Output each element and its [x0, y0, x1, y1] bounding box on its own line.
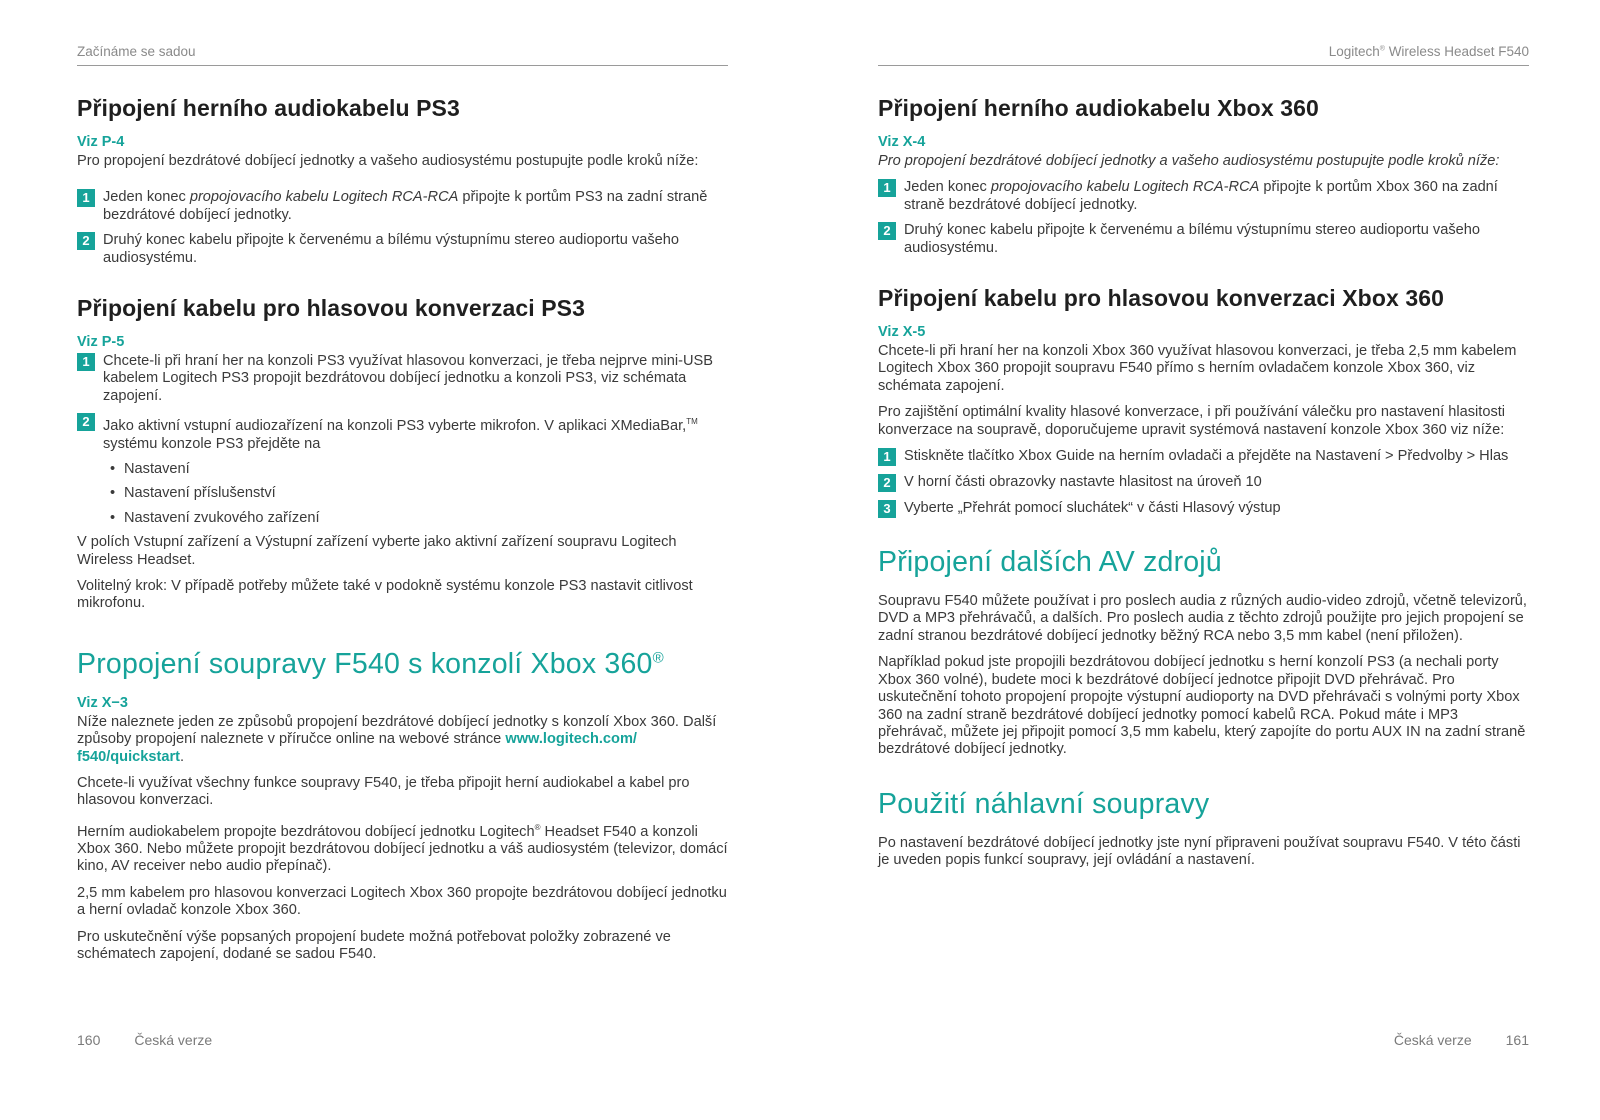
figure-ref: Viz P-5	[77, 334, 125, 351]
step-item	[878, 222, 1529, 257]
language-label: Česká verze	[134, 1032, 213, 1048]
intro-paragraph: Pro propojení bezdrátové dobíjecí jednotky a vašeho audiosystému postupujte podle kroků níže:	[77, 153, 699, 169]
footer-left	[77, 1032, 212, 1048]
step-text: Jeden konec propojovacího kabelu Logitech RCA-RCA připojte k portům Xbox 360 na zadní straně bezdrátové dobíjecí jednotky.	[904, 179, 1498, 213]
figure-ref: Viz X-5	[878, 324, 926, 341]
step-text: Druhý konec kabelu připojte k červenému a bílému výstupnímu stereo audioportu vašeho audiosystému.	[904, 222, 1480, 256]
step-item	[878, 448, 1529, 466]
section-title-ps3-voice: Připojení kabelu pro hlasovou konverzaci PS3	[77, 295, 585, 322]
step-number-badge: 2	[77, 413, 95, 431]
step-item	[878, 474, 1529, 492]
step-number-badge: 2	[77, 232, 95, 250]
quickstart-link[interactable]: www.logitech.com/ f540/quickstart	[77, 731, 637, 765]
step-number-badge: 3	[878, 500, 896, 518]
figure-ref: Viz P-4	[77, 134, 125, 150]
page-number: 160	[77, 1032, 101, 1048]
footer-right	[1394, 1032, 1529, 1048]
body-paragraph: Herním audiokabelem propojte bezdrátovou dobíjecí jednotku Logitech® Headset F540 a konzoli Xbox 360. Nebo můžete propojit bezdrátovou dobíjecí jednotku a váš audiosystém (televizor, domácí kino, AV receiver nebo audio přepínač).	[77, 822, 728, 875]
intro-paragraph: Pro propojení bezdrátové dobíjecí jednotky a vašeho audiosystému postupujte podle kroků níže:	[878, 153, 1500, 169]
body-paragraph: Pro zajištění optimální kvality hlasové konverzace, i při používání válečku pro nastavení hlasitosti konverzace na soupravě, doporučujeme upravit systémová nastavení konzole Xbox 360 viz níže:	[878, 404, 1506, 438]
step-item	[878, 179, 1529, 214]
settings-path-list	[77, 461, 728, 527]
figure-ref: Viz X−3	[77, 694, 128, 711]
section-title-ps3-audio: Připojení herního audiokabelu PS3	[77, 95, 460, 121]
page-number: 161	[1505, 1032, 1529, 1048]
body-paragraph: V polích Vstupní zařízení a Výstupní zařízení vyberte jako aktivní zařízení soupravu Logitech Wireless Headset.	[77, 534, 677, 568]
section-title-xbox-audio: Připojení herního audiokabelu Xbox 360	[878, 95, 1319, 121]
running-head-left: Začínáme se sadou	[77, 44, 728, 66]
left-content	[77, 95, 728, 973]
section-title-xbox: Propojení soupravy F540 s konzolí Xbox 360®	[77, 647, 664, 680]
right-content	[878, 95, 1529, 879]
body-paragraph: Například pokud jste propojili bezdrátovou dobíjecí jednotku s herní konzolí PS3 (a nechali porty Xbox 360 volné), budete moci k bezdrátové dobíjecí jednotce připojit DVD přehrávač. Pro uskutečnění tohoto propojení propojte výstupní audioporty na DVD přehrávači s volnými porty Xbox 360 na zadní straně bezdrátové dobíjecí jednotky pomocí kabelů RCA. Pokud máte i MP3 přehrávač, můžete jej připojit pomocí 3,5 mm kabelu, který zapojíte do portu AUX IN na zadní straně bezdrátové dobíjecí jednotky.	[878, 654, 1526, 758]
body-paragraph: Níže naleznete jeden ze způsobů propojení bezdrátové dobíjecí jednotky s konzolí Xbox 360. Další způsoby propojení naleznete v příručce online na webové stránce www.logitech.com/ f540/quickstart.	[77, 713, 717, 765]
list-item: • Nastavení příslušenství	[124, 485, 728, 502]
language-label: Česká verze	[1393, 1032, 1472, 1048]
step-item	[77, 189, 728, 224]
step-text: Stiskněte tlačítko Xbox Guide na herním ovladači a přejděte na Nastavení > Předvolby > Hlas	[904, 448, 1509, 465]
step-item	[878, 500, 1529, 518]
step-number-badge: 2	[878, 222, 896, 240]
step-text: V horní části obrazovky nastavte hlasitost na úroveň 10	[904, 474, 1262, 491]
step-text: Druhý konec kabelu připojte k červenému a bílému výstupnímu stereo audioportu vašeho audiosystému.	[103, 232, 679, 266]
section-title-av-sources: Připojení dalších AV zdrojů	[878, 546, 1222, 579]
step-number-badge: 1	[878, 179, 896, 197]
step-number-badge: 1	[77, 189, 95, 207]
step-text: Jeden konec propojovacího kabelu Logitech RCA-RCA připojte k portům PS3 na zadní straně bezdrátové dobíjecí jednotky.	[103, 189, 708, 223]
step-number-badge: 1	[77, 353, 95, 371]
body-paragraph: Volitelný krok: V případě potřeby můžete také v podokně systému konzole PS3 nastavit citlivost mikrofonu.	[77, 577, 693, 612]
step-item	[77, 232, 728, 267]
body-paragraph: Chcete-li při hraní her na konzoli Xbox 360 využívat hlasovou konverzaci, je třeba 2,5 mm kabelem Logitech Xbox 360 propojit soupravu F540 přímo s herním ovladačem konzole Xbox 360, viz schémata zapojení.	[878, 343, 1517, 394]
step-number-badge: 2	[878, 474, 896, 492]
body-paragraph: Po nastavení bezdrátové dobíjecí jednotky jste nyní připraveni používat soupravu F540. V této části je uveden popis funkcí soupravy, její ovládání a nastavení.	[878, 834, 1521, 869]
section-title-headset-use: Použití náhlavní soupravy	[878, 787, 1210, 820]
list-item: • Nastavení zvukového zařízení	[124, 510, 728, 527]
step-text: Jako aktivní vstupní audiozařízení na konzoli PS3 vyberte mikrofon. V aplikaci XMediaBar,™ systému konzole PS3 přejděte na	[103, 417, 698, 452]
step-number-badge: 1	[878, 448, 896, 466]
body-paragraph: Pro uskutečnění výše popsaných propojení budete možná potřebovat položky zobrazené ve schématech zapojení, dodané se sadou F540.	[77, 928, 671, 963]
body-paragraph: 2,5 mm kabelem pro hlasovou konverzaci Logitech Xbox 360 propojte bezdrátovou dobíjecí jednotku a herní ovladač konzole Xbox 360.	[77, 884, 727, 919]
section-title-xbox-voice: Připojení kabelu pro hlasovou konverzaci Xbox 360	[878, 285, 1445, 312]
body-paragraph: Soupravu F540 můžete používat i pro poslech audia z různých audio-video zdrojů, včetně televizorů, DVD a MP3 přehrávačů, a dalších. Pro poslech audia z těchto zdrojů použijte pro jejich propojení se zadní stranou bezdrátové dobíjecí jednotky běžný RCA nebo 3,5 mm kabel (není přiložen).	[878, 593, 1527, 644]
step-item	[77, 413, 728, 453]
running-head-right: Logitech® Wireless Headset F540	[878, 44, 1529, 66]
figure-ref: Viz X-4	[878, 134, 926, 150]
list-item: • Nastavení	[124, 461, 728, 478]
step-text: Chcete-li při hraní her na konzoli PS3 využívat hlasovou konverzaci, je třeba nejprve mini-USB kabelem Logitech PS3 propojit bezdrátovou dobíjecí jednotku a konzoli PS3, viz schémata zapojení.	[103, 353, 713, 404]
step-item	[77, 353, 728, 405]
step-text: Vyberte „Přehrát pomocí sluchátek“ v části Hlasový výstup	[904, 500, 1281, 517]
body-paragraph: Chcete-li využívat všechny funkce soupravy F540, je třeba připojit herní audiokabel a kabel pro hlasovou konverzaci.	[77, 774, 690, 809]
